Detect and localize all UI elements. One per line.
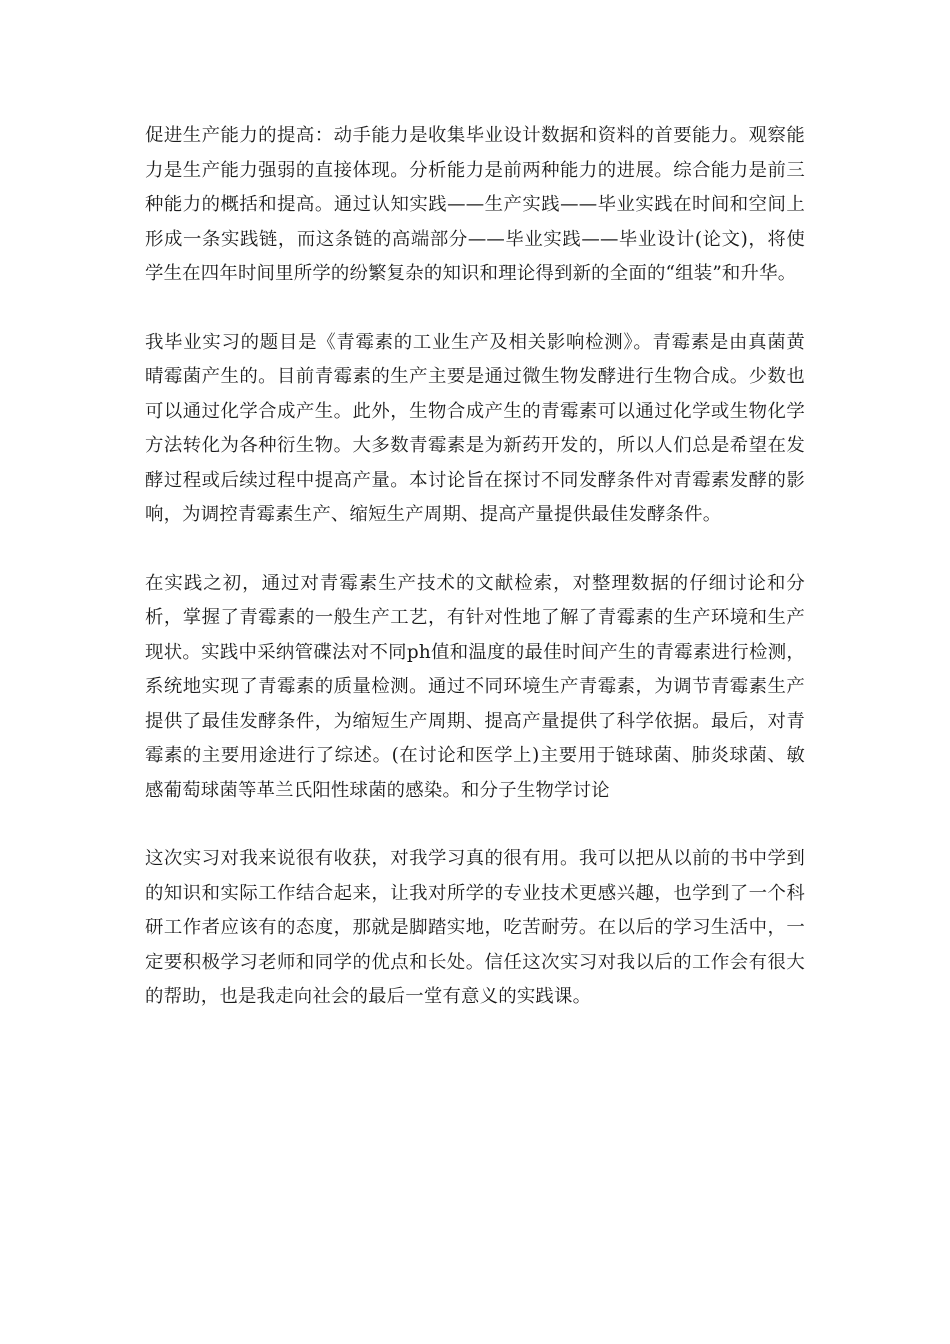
paragraph-practice-process: 在实践之初，通过对青霉素生产技术的文献检索，对整理数据的仔细讨论和分析，掌握了青霉素的一般生产工艺，有针对性地了解了青霉素的生产环境和生产现状。实践中采纳管碟法对不同ph值和温度的最佳时间产生的青霉素进行检测，系统地实现了青霉素的质量检测。通过不同环境生产青霉素，为调节青霉素生产提供了最佳发酵条件，为缩短生产周期、提高产量提供了科学依据。最后，对青霉素的主要用途进行了综述。(在讨论和医学上)主要用于链球菌、肺炎球菌、敏感葡萄球菌等革兰氏阳性球菌的感染。和分子生物学讨论	[145, 572, 805, 801]
paragraph-internship-topic: 我毕业实习的题目是《青霉素的工业生产及相关影响检测》。青霉素是由真菌黄晴霉菌产生的。目前青霉素的生产主要是通过微生物发酵进行生物合成。少数也可以通过化学合成产生。此外，生物合成产生的青霉素可以通过化学或生物化学方法转化为各种衍生物。大多数青霉素是为新药开发的，所以人们总是希望在发酵过程或后续过程中提高产量。本讨论旨在探讨不同发酵条件对青霉素发酵的影响，为调控青霉素生产、缩短生产周期、提高产量提供最佳发酵条件。	[145, 331, 805, 525]
paragraph-production-ability: 促进生产能力的提高：动手能力是收集毕业设计数据和资料的首要能力。观察能力是生产能力强弱的直接体现。分析能力是前两种能力的进展。综合能力是前三种能力的概括和提高。通过认知实践——生产实践——毕业实践在时间和空间上形成一条实践链，而这条链的高端部分——毕业实践——毕业设计(论文)，将使学生在四年时间里所学的纷繁复杂的知识和理论得到新的全面的“组装”和升华。	[145, 125, 805, 284]
document-body	[145, 119, 805, 1015]
paragraph-internship-reflection: 这次实习对我来说很有收获，对我学习真的很有用。我可以把从以前的书中学到的知识和实际工作结合起来，让我对所学的专业技术更感兴趣，也学到了一个科研工作者应该有的态度，那就是脚踏实地，吃苦耐劳。在以后的学习生活中，一定要积极学习老师和同学的优点和长处。信任这次实习对我以后的工作会有很大的帮助，也是我走向社会的最后一堂有意义的实践课。	[145, 848, 805, 1007]
